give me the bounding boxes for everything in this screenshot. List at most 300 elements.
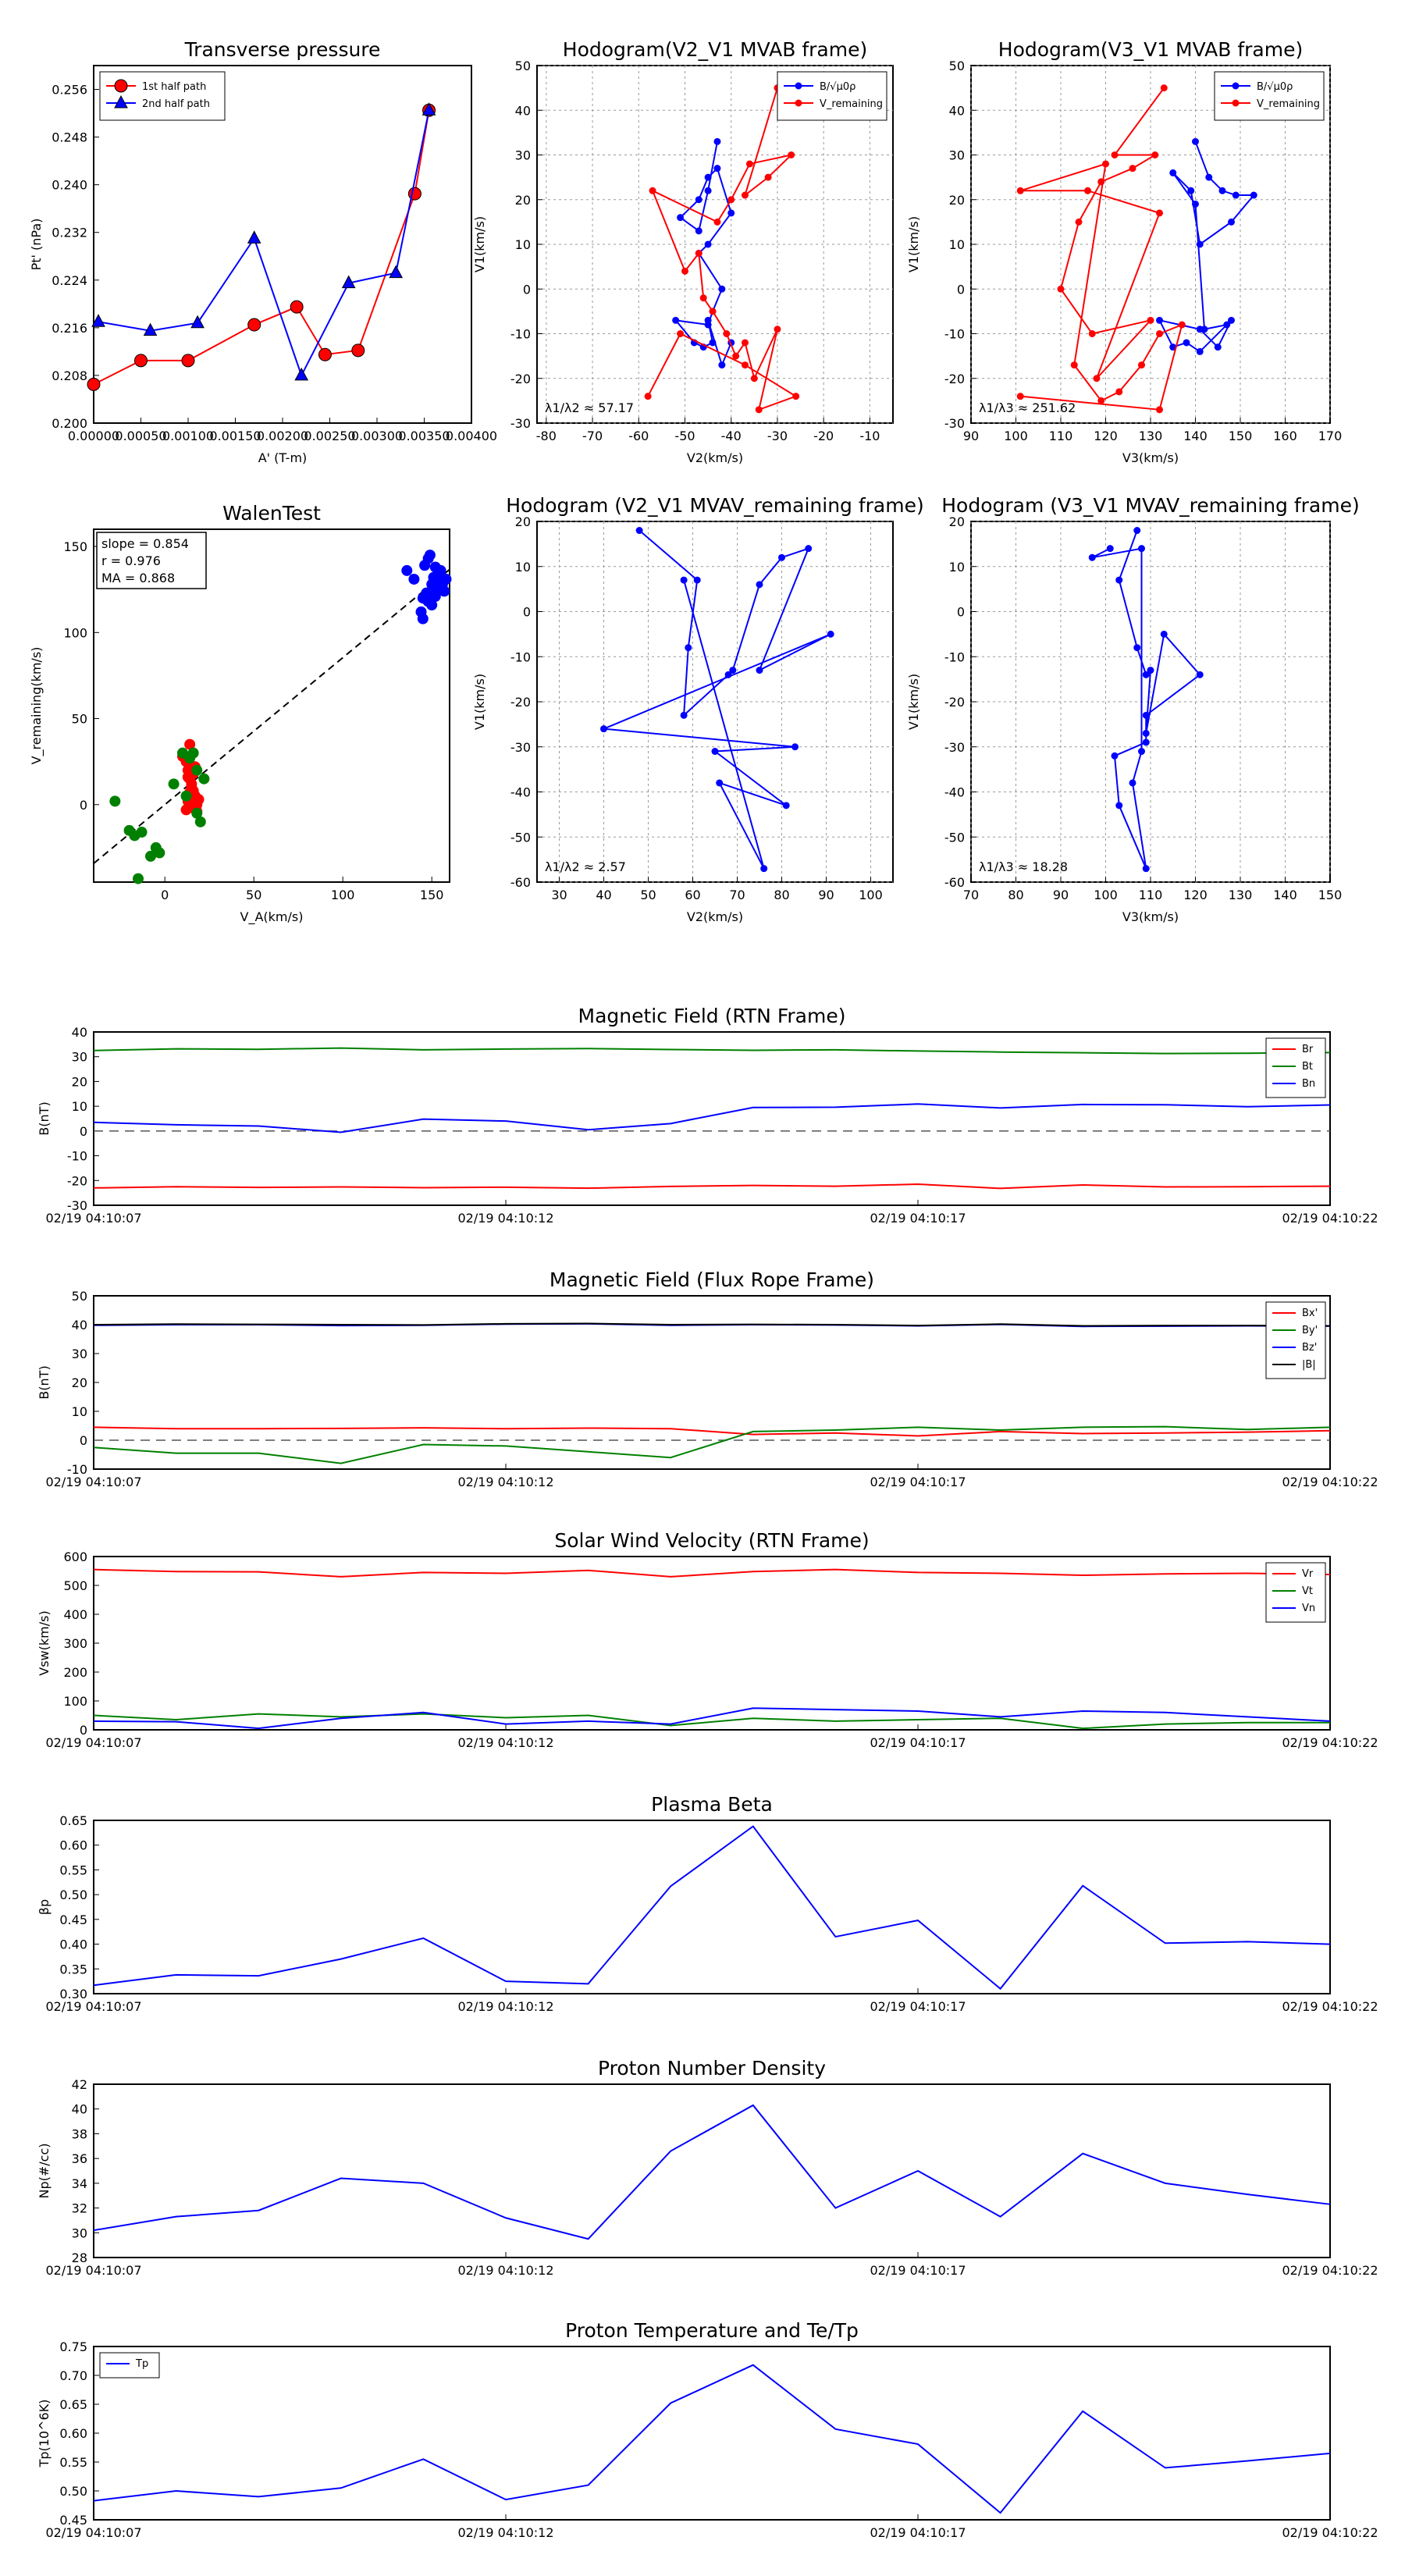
data-point xyxy=(169,778,180,789)
y-tick-label: 0 xyxy=(522,604,531,620)
x-tick-label: 70 xyxy=(962,888,980,902)
y-tick-label: -60 xyxy=(944,875,965,890)
legend-label: Br xyxy=(1302,1044,1314,1055)
y-axis-label: B(nT) xyxy=(37,1101,52,1136)
data-point xyxy=(248,318,261,331)
y-tick-label: -10 xyxy=(944,326,965,342)
chart-title: Proton Temperature and Te/Tp xyxy=(565,2319,859,2342)
data-point xyxy=(428,572,439,583)
data-point xyxy=(728,197,735,203)
y-tick-label: 20 xyxy=(514,514,531,529)
x-tick-label: -60 xyxy=(628,429,649,443)
series-green xyxy=(109,748,209,884)
x-tick-label: 02/19 04:10:22 xyxy=(1282,1475,1378,1489)
legend-label: Vt xyxy=(1302,1585,1313,1597)
y-tick-label: -10 xyxy=(510,649,531,665)
y-tick-label: 10 xyxy=(948,237,965,252)
ratio-annotation: λ1/λ2 ≈ 57.17 xyxy=(545,400,635,415)
legend-marker xyxy=(115,80,127,92)
x-tick-label: 02/19 04:10:22 xyxy=(1282,2263,1378,2278)
data-point xyxy=(793,393,799,400)
data-point xyxy=(636,528,642,534)
data-point xyxy=(728,210,735,216)
y-tick-label: -40 xyxy=(944,785,965,800)
chart-walen xyxy=(29,502,451,925)
x-tick-label: 160 xyxy=(1273,429,1297,443)
data-point xyxy=(1071,362,1077,368)
data-point xyxy=(695,228,702,234)
x-tick-label: -20 xyxy=(813,429,834,443)
y-axis-label: B(nT) xyxy=(37,1365,52,1400)
y-axis-label: Vsw(km/s) xyxy=(37,1610,52,1676)
legend-marker xyxy=(1232,100,1239,106)
data-point xyxy=(710,308,716,315)
x-tick-label: 02/19 04:10:07 xyxy=(45,2525,142,2540)
y-tick-label: 50 xyxy=(514,59,531,73)
legend-label: Bn xyxy=(1302,1078,1316,1090)
legend-box xyxy=(1215,72,1324,120)
y-tick-label: 42 xyxy=(71,2077,87,2092)
x-tick-label: 02/19 04:10:22 xyxy=(1282,1211,1378,1226)
y-tick-label: 0 xyxy=(79,1723,87,1738)
data-point xyxy=(1188,187,1194,194)
x-tick-label: 70 xyxy=(729,888,745,902)
y-tick-label: 0.35 xyxy=(59,1962,87,1977)
x-tick-label: 140 xyxy=(1273,888,1297,902)
y-axis-label: V1(km/s) xyxy=(472,673,487,731)
y-tick-label: -10 xyxy=(510,326,531,342)
y-tick-label: 0.208 xyxy=(52,368,87,383)
x-tick-label: 150 xyxy=(419,888,444,902)
y-tick-label: 0.60 xyxy=(59,2426,87,2441)
fit-line xyxy=(94,570,450,864)
x-tick-label: 02/19 04:10:07 xyxy=(45,2263,142,2278)
series-V_remaining xyxy=(1017,85,1185,413)
x-tick-label: 02/19 04:10:07 xyxy=(45,1999,142,2014)
legend-box xyxy=(1266,1563,1325,1622)
data-point xyxy=(1170,169,1176,176)
y-tick-label: 0.45 xyxy=(59,1912,87,1927)
legend-label: V_remaining xyxy=(820,98,884,110)
y-tick-label: 100 xyxy=(63,625,87,641)
data-point xyxy=(191,808,202,819)
y-tick-label: -30 xyxy=(510,739,531,755)
data-point xyxy=(109,795,120,806)
y-axis-label: Pt' (nPa) xyxy=(29,218,44,271)
y-axis-label: V1(km/s) xyxy=(472,215,487,273)
y-tick-label: 20 xyxy=(71,1375,87,1390)
y-tick-label: 0.40 xyxy=(59,1937,87,1952)
x-tick-label: 0.00350 xyxy=(398,429,450,443)
series-1st half path xyxy=(87,104,436,390)
legend-label: Vn xyxy=(1302,1603,1316,1614)
y-tick-label: -10 xyxy=(944,649,965,665)
data-point xyxy=(705,187,711,194)
x-tick-label: 150 xyxy=(1228,429,1253,443)
y-tick-label: 0 xyxy=(522,282,531,297)
y-tick-label: 20 xyxy=(948,514,965,529)
data-point xyxy=(1129,780,1136,786)
x-axis-label: V3(km/s) xyxy=(1122,909,1179,924)
y-tick-label: 150 xyxy=(63,539,87,555)
y-tick-label: 34 xyxy=(71,2176,87,2191)
x-tick-label: 02/19 04:10:07 xyxy=(45,1211,142,1226)
x-axis-label: A' (T-m) xyxy=(258,450,308,465)
data-point xyxy=(1139,749,1145,755)
data-point xyxy=(1161,85,1167,91)
series-B/√μ0ρ xyxy=(1157,138,1257,354)
data-point xyxy=(694,577,700,583)
data-point xyxy=(318,348,331,361)
legend-label: Vr xyxy=(1302,1568,1314,1580)
x-tick-label: 50 xyxy=(640,888,656,902)
data-point xyxy=(742,362,748,368)
y-axis-label: V1(km/s) xyxy=(906,673,921,731)
data-point xyxy=(724,331,730,337)
data-point xyxy=(1076,219,1082,225)
chart-hodo4 xyxy=(906,494,1360,924)
data-point xyxy=(1152,152,1158,158)
series-line-0 xyxy=(94,1827,1330,1989)
slope-text: slope = 0.854 xyxy=(101,536,189,551)
y-tick-label: 0.50 xyxy=(59,1888,87,1903)
data-point xyxy=(678,331,684,337)
series-line xyxy=(648,88,796,410)
chart-title: Transverse pressure xyxy=(184,38,381,61)
data-point xyxy=(742,192,748,198)
chart-title: Plasma Beta xyxy=(651,1793,773,1816)
y-tick-label: 100 xyxy=(63,1694,87,1709)
x-tick-label: 02/19 04:10:17 xyxy=(870,1211,966,1226)
data-point xyxy=(1134,528,1140,534)
plot-frame xyxy=(94,1296,1330,1469)
series-line-Br xyxy=(94,1184,1330,1188)
chart-tp_temp xyxy=(37,2319,1378,2540)
y-tick-label: -20 xyxy=(66,1173,87,1189)
x-tick-label: 60 xyxy=(685,888,701,902)
y-tick-label: -10 xyxy=(66,1462,87,1477)
data-point xyxy=(1219,187,1225,194)
y-tick-label: 50 xyxy=(948,59,965,73)
y-tick-label: 10 xyxy=(71,1099,87,1115)
data-point xyxy=(1103,161,1109,167)
plot-frame xyxy=(94,1557,1330,1730)
chart-mag_rtn xyxy=(37,1005,1378,1226)
data-point xyxy=(1183,340,1190,346)
x-tick-label: 02/19 04:10:17 xyxy=(870,2525,966,2540)
data-point xyxy=(719,286,725,292)
y-tick-label: 0 xyxy=(79,1123,87,1139)
data-point xyxy=(1089,554,1095,560)
y-tick-label: 50 xyxy=(71,1289,87,1304)
legend-label: 2nd half path xyxy=(142,98,210,110)
x-axis-label: V2(km/s) xyxy=(686,909,744,924)
series-line-0 xyxy=(94,2105,1330,2239)
data-point xyxy=(1197,348,1203,354)
data-point xyxy=(779,554,785,560)
data-point xyxy=(1229,317,1235,323)
data-point xyxy=(188,748,199,759)
y-tick-label: 30 xyxy=(948,148,965,163)
data-point xyxy=(1147,317,1154,323)
x-tick-label: 02/19 04:10:12 xyxy=(457,1735,554,1750)
data-point xyxy=(425,550,436,560)
data-point xyxy=(756,407,762,413)
series-line-Bt xyxy=(94,1048,1330,1054)
chart-title: Hodogram (V3_V1 MVAV_remaining frame) xyxy=(941,494,1360,517)
data-point xyxy=(695,250,702,256)
data-point xyxy=(1017,393,1023,400)
legend xyxy=(1266,1563,1325,1622)
x-tick-label: 0.00300 xyxy=(350,429,404,443)
data-point xyxy=(827,631,834,637)
legend-label: Bt xyxy=(1302,1061,1314,1073)
x-tick-label: 02/19 04:10:17 xyxy=(870,1735,966,1750)
y-tick-label: 0 xyxy=(956,604,965,620)
data-point xyxy=(1116,577,1122,583)
data-point xyxy=(430,591,441,602)
ratio-annotation: λ1/λ2 ≈ 2.57 xyxy=(545,859,626,874)
x-tick-label: 90 xyxy=(1052,888,1069,902)
data-point xyxy=(1116,802,1122,809)
data-point xyxy=(710,340,716,346)
data-point xyxy=(295,368,308,380)
data-point xyxy=(717,780,723,786)
series-0 xyxy=(601,528,834,872)
x-tick-label: 100 xyxy=(859,888,883,902)
x-tick-label: 02/19 04:10:12 xyxy=(457,2263,554,2278)
data-point xyxy=(1107,546,1113,552)
data-point xyxy=(712,749,718,755)
data-point xyxy=(1147,667,1154,674)
x-tick-label: 0.00150 xyxy=(209,429,261,443)
y-tick-label: 10 xyxy=(948,559,965,575)
series-line xyxy=(94,110,429,384)
legend-label: B/√μ0ρ xyxy=(1257,81,1293,93)
y-tick-label: 32 xyxy=(71,2201,87,2216)
data-point xyxy=(137,827,148,838)
y-tick-label: 200 xyxy=(63,1665,87,1680)
x-axis-label: V3(km/s) xyxy=(1122,450,1179,465)
series-line xyxy=(604,531,831,869)
legend xyxy=(100,2353,159,2378)
series-line-Bn xyxy=(94,1104,1330,1132)
chart-title: Solar Wind Velocity (RTN Frame) xyxy=(554,1529,870,1552)
data-point xyxy=(1193,201,1199,207)
data-point xyxy=(681,577,687,583)
y-tick-label: 0.224 xyxy=(52,272,87,288)
legend-box xyxy=(100,2353,159,2378)
y-tick-label: 0.65 xyxy=(59,2397,87,2412)
data-point xyxy=(1179,322,1185,328)
data-point xyxy=(719,362,725,368)
x-tick-label: 50 xyxy=(246,888,262,902)
data-point xyxy=(761,866,767,872)
data-point xyxy=(1157,331,1163,337)
data-point xyxy=(154,848,165,859)
legend-box xyxy=(100,72,225,120)
y-tick-label: -30 xyxy=(66,1198,87,1213)
x-tick-label: 0.00400 xyxy=(445,429,498,443)
plot-frame xyxy=(94,1820,1330,1994)
y-tick-label: 30 xyxy=(514,148,531,163)
x-tick-label: 02/19 04:10:07 xyxy=(45,1475,142,1489)
data-point xyxy=(1197,326,1203,333)
legend xyxy=(777,72,887,120)
data-point xyxy=(714,219,720,225)
data-point xyxy=(733,353,739,359)
data-point xyxy=(1089,331,1095,337)
data-point xyxy=(1193,138,1199,144)
x-tick-label: 02/19 04:10:22 xyxy=(1282,1999,1378,2014)
data-point xyxy=(1206,174,1212,180)
data-point xyxy=(714,138,720,144)
data-point xyxy=(389,266,402,278)
chart-title: Hodogram (V2_V1 MVAV_remaining frame) xyxy=(506,494,924,517)
y-tick-label: -30 xyxy=(944,739,965,755)
series-2nd half path xyxy=(92,103,436,380)
data-point xyxy=(133,873,144,884)
x-tick-label: 170 xyxy=(1318,429,1343,443)
x-tick-label: 90 xyxy=(962,429,980,443)
data-point xyxy=(1197,671,1203,678)
data-point xyxy=(1157,407,1163,413)
legend xyxy=(1266,1038,1325,1098)
y-tick-label: 0.256 xyxy=(52,82,87,98)
legend-label: Tp xyxy=(136,2358,149,2370)
chart-title: Hodogram(V2_V1 MVAB frame) xyxy=(562,38,868,61)
x-tick-label: 02/19 04:10:12 xyxy=(457,1211,554,1226)
x-tick-label: 100 xyxy=(330,888,355,902)
data-point xyxy=(682,268,688,274)
legend-label: 1st half path xyxy=(142,81,207,93)
data-point xyxy=(1229,219,1235,225)
y-tick-label: 400 xyxy=(63,1607,87,1622)
data-point xyxy=(1098,397,1104,404)
x-tick-label: -70 xyxy=(582,429,603,443)
y-axis-label: Np(#/cc) xyxy=(37,2143,52,2199)
x-tick-label: 02/19 04:10:07 xyxy=(45,1735,142,1750)
data-point xyxy=(673,317,679,323)
y-tick-label: 30 xyxy=(71,1347,87,1361)
data-point xyxy=(418,592,429,603)
legend-label: By' xyxy=(1302,1325,1318,1336)
data-point xyxy=(408,574,419,585)
y-tick-label: 300 xyxy=(63,1636,87,1651)
data-point xyxy=(705,241,711,247)
y-tick-label: -60 xyxy=(510,875,531,890)
chart-tp xyxy=(29,38,497,465)
legend-box xyxy=(777,72,887,120)
series-0 xyxy=(1089,528,1203,872)
y-tick-label: 36 xyxy=(71,2151,87,2167)
y-tick-label: 0.75 xyxy=(59,2339,87,2354)
y-tick-label: -40 xyxy=(510,785,531,800)
legend-marker xyxy=(1232,83,1239,89)
x-tick-label: 02/19 04:10:22 xyxy=(1282,1735,1378,1750)
legend-label: |B| xyxy=(1302,1359,1316,1371)
x-tick-label: 120 xyxy=(1183,888,1208,902)
y-tick-label: 0.200 xyxy=(52,416,87,431)
y-axis-label: V1(km/s) xyxy=(906,215,921,273)
plot-frame xyxy=(94,1032,1330,1205)
y-tick-label: -30 xyxy=(944,416,965,431)
data-point xyxy=(645,393,651,400)
data-point xyxy=(290,301,303,313)
data-point xyxy=(1161,631,1167,637)
data-point xyxy=(198,774,209,785)
y-tick-label: 10 xyxy=(514,559,531,575)
x-tick-label: 130 xyxy=(1228,888,1253,902)
x-tick-label: 100 xyxy=(1094,888,1118,902)
y-tick-label: -50 xyxy=(510,830,531,845)
x-tick-label: -10 xyxy=(859,429,880,443)
x-tick-label: 100 xyxy=(1004,429,1028,443)
ma-text: MA = 0.868 xyxy=(101,571,176,585)
x-axis-label: V_A(km/s) xyxy=(240,909,304,924)
chart-hodo2 xyxy=(906,38,1342,465)
data-point xyxy=(1134,645,1140,651)
y-tick-label: -10 xyxy=(66,1148,87,1164)
x-tick-label: 140 xyxy=(1183,429,1208,443)
data-point xyxy=(705,174,711,180)
ratio-annotation: λ1/λ3 ≈ 251.62 xyxy=(979,400,1076,415)
y-tick-label: 10 xyxy=(514,237,531,252)
x-tick-label: 150 xyxy=(1318,888,1343,902)
y-tick-label: 0.70 xyxy=(59,2368,87,2383)
data-point xyxy=(1085,187,1091,194)
y-tick-label: 0.216 xyxy=(52,320,87,336)
x-tick-label: 0.00000 xyxy=(67,429,120,443)
x-tick-label: 80 xyxy=(1008,888,1024,902)
y-tick-label: 0.60 xyxy=(59,1838,87,1853)
data-point xyxy=(1197,241,1203,247)
chart-hodo3 xyxy=(472,494,924,924)
y-tick-label: 40 xyxy=(71,2101,87,2117)
chart-mag_fr xyxy=(37,1268,1378,1489)
data-point xyxy=(181,791,192,802)
x-axis-label: V2(km/s) xyxy=(686,450,744,465)
x-tick-label: 40 xyxy=(596,888,612,902)
y-tick-label: -20 xyxy=(944,695,965,710)
legend-marker xyxy=(795,100,802,106)
series-line xyxy=(1020,88,1182,410)
y-tick-label: 0.45 xyxy=(59,2513,87,2528)
data-point xyxy=(418,614,429,624)
x-tick-label: 110 xyxy=(1048,429,1073,443)
chart-title: WalenTest xyxy=(222,502,321,525)
stats-box xyxy=(97,532,206,589)
chart-np xyxy=(37,2057,1378,2278)
data-point xyxy=(695,197,702,203)
chart-title: Hodogram(V3_V1 MVAB frame) xyxy=(998,38,1304,61)
x-tick-label: 02/19 04:10:17 xyxy=(870,2263,966,2278)
y-tick-label: 20 xyxy=(71,1074,87,1090)
data-point xyxy=(1143,730,1149,736)
x-tick-label: 02/19 04:10:17 xyxy=(870,1475,966,1489)
data-point xyxy=(601,726,607,732)
ratio-annotation: λ1/λ3 ≈ 18.28 xyxy=(979,859,1069,874)
y-tick-label: 0.248 xyxy=(52,130,87,145)
y-axis-label: βp xyxy=(37,1898,52,1916)
series-line xyxy=(676,141,731,365)
y-tick-label: -30 xyxy=(510,416,531,431)
y-tick-label: -20 xyxy=(510,371,531,386)
y-tick-label: 20 xyxy=(948,192,965,208)
x-tick-label: -80 xyxy=(535,429,557,443)
data-point xyxy=(1094,375,1100,382)
y-tick-label: 500 xyxy=(63,1578,87,1593)
